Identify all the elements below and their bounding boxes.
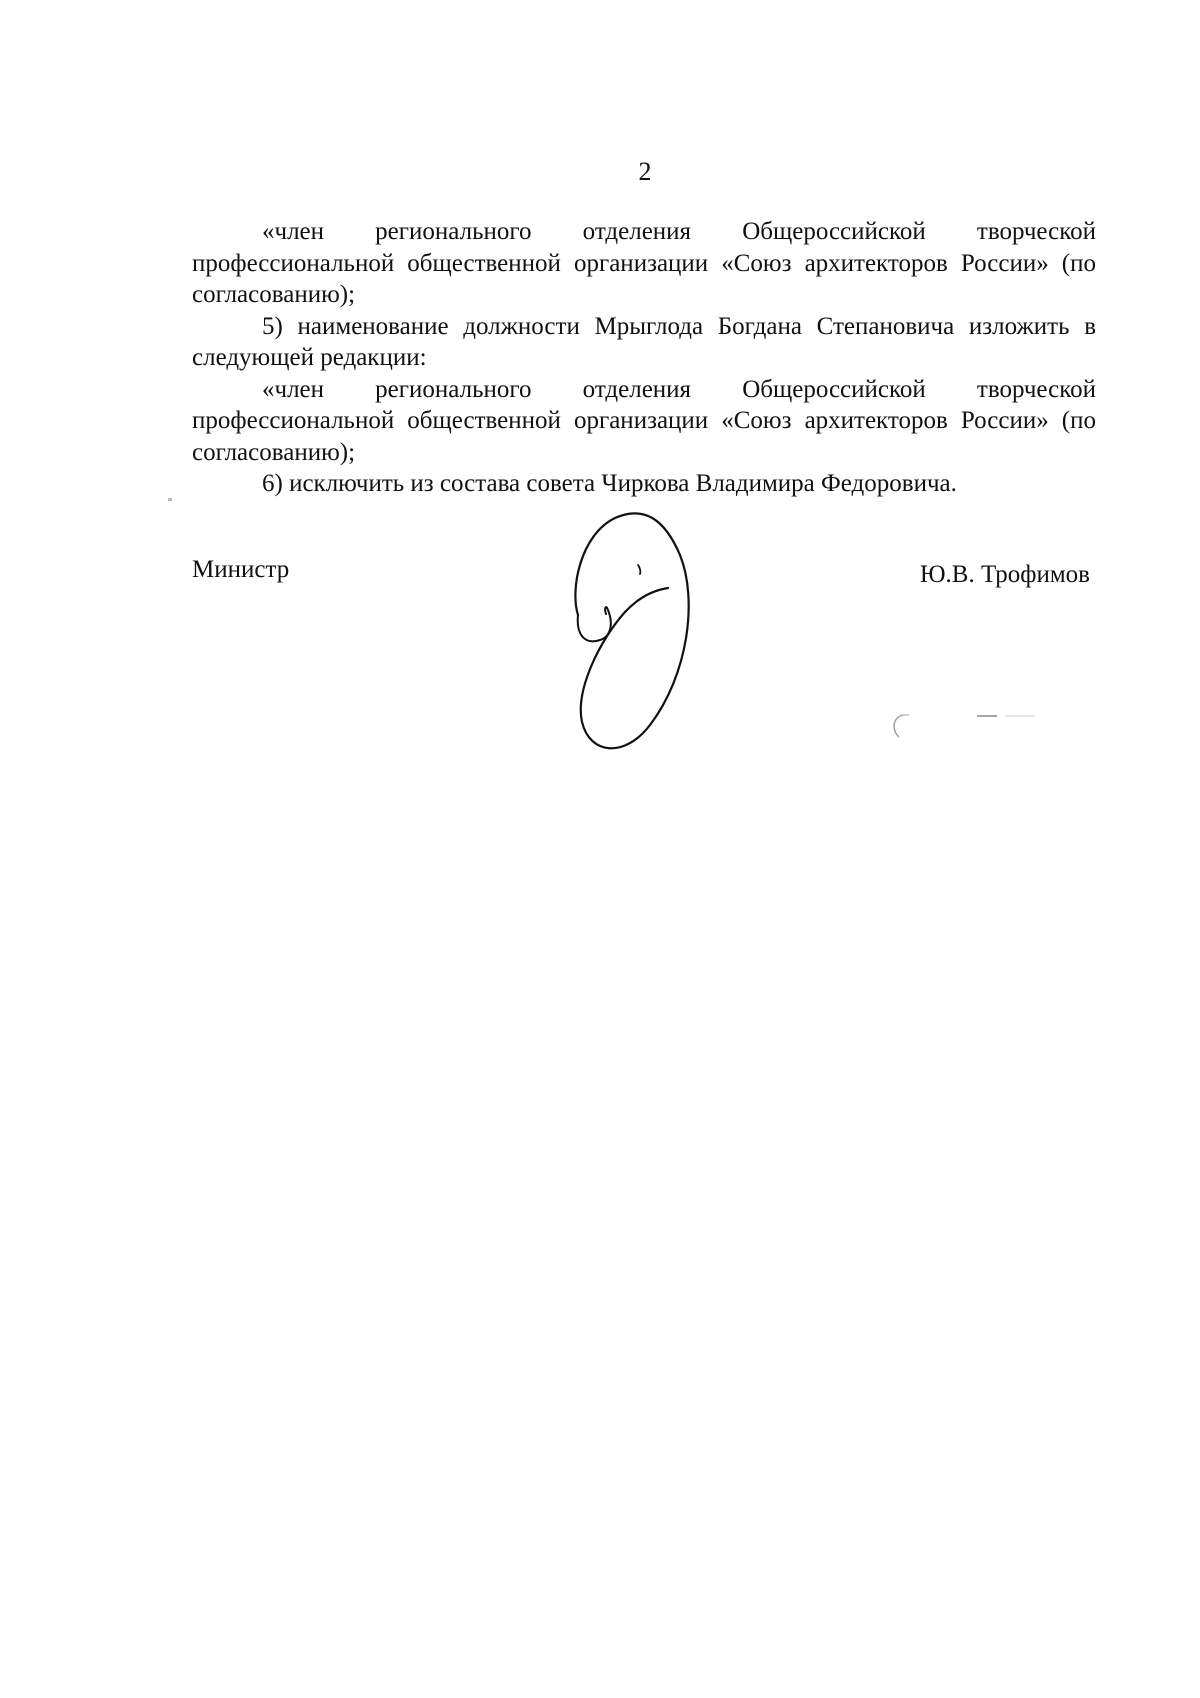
paragraph-item-5: 5) наименование должности Мрыглода Богдана Степановича изложить в следующей редакции: [192,312,1096,371]
handwritten-signature-icon [570,500,730,770]
signer-name: Ю.В. Трофимов [919,561,1090,588]
position-title: Министр [192,556,290,583]
faint-stamp-icon [885,705,1065,745]
paragraph-member-architects-2: «член регионального отделения Общероссийской творческой профессиональной общественной организации «Союз архитекторов России» (по согласованию); [192,375,1096,466]
paragraph-member-architects-1: «член регионального отделения Общероссийской творческой профессиональной общественной организации «Союз архитекторов России» (по согласованию); [192,218,1096,308]
scan-speck [168,498,172,501]
paragraph-item-6: 6) исключить из состава совета Чиркова Владимира Федоровича. [262,470,957,497]
page-number: 2 [638,157,652,186]
document-body [192,216,1096,500]
